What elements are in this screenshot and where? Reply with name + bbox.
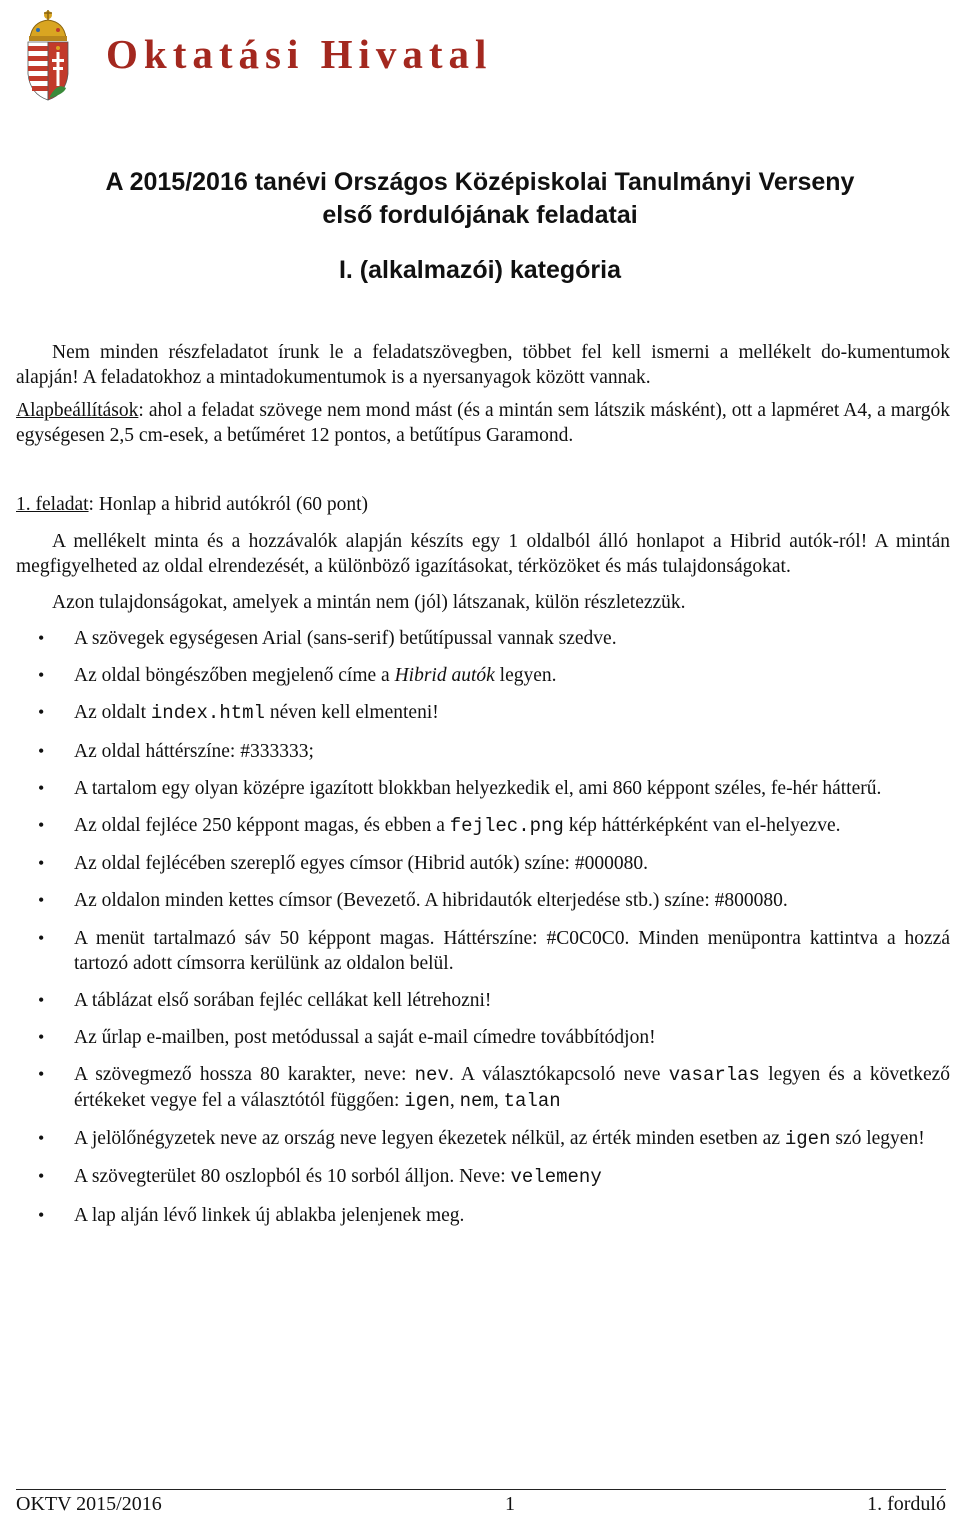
requirement-text: Az oldalon minden kettes címsor (Bevezető. A hibridautók elterjedése stb.) színe: #800080. bbox=[74, 890, 788, 912]
bullet-icon: • bbox=[38, 1064, 45, 1085]
list-item bbox=[16, 813, 950, 839]
requirement-text: Az oldal fejléce 250 képpont magas, és ebben a bbox=[74, 814, 450, 836]
footer-divider bbox=[16, 1489, 946, 1490]
requirement-code: talan bbox=[503, 1090, 561, 1113]
list-item bbox=[16, 1062, 950, 1114]
separator: , bbox=[493, 1090, 504, 1112]
list-item bbox=[16, 988, 950, 1013]
list-item bbox=[16, 1126, 950, 1152]
requirement-text: szó legyen! bbox=[830, 1128, 925, 1150]
footer-right: 1. forduló bbox=[867, 1493, 946, 1515]
bullet-icon: • bbox=[38, 740, 45, 761]
list-item bbox=[16, 851, 950, 876]
list-item bbox=[16, 888, 950, 913]
title-line-1: A 2015/2016 tanévi Országos Középiskolai Tanulmányi Verseny bbox=[105, 168, 855, 196]
requirement-text: néven kell elmenteni! bbox=[264, 702, 439, 724]
document-body bbox=[16, 340, 950, 1240]
requirement-emphasis: Hibrid autók bbox=[394, 665, 495, 687]
requirement-text: Az oldalt bbox=[74, 702, 151, 724]
requirement-code: nem bbox=[459, 1090, 494, 1113]
list-item bbox=[16, 739, 950, 764]
footer-left: OKTV 2015/2016 bbox=[16, 1493, 162, 1515]
intro-text-1: Nem minden részfeladatot írunk le a feladatszövegben, többet fel kell ismerni a mellékelt do-kumentumok alapján! bbox=[16, 342, 950, 388]
bullet-icon: • bbox=[38, 665, 45, 686]
list-item bbox=[16, 663, 950, 688]
settings-label: Alapbeállítások bbox=[16, 400, 139, 421]
bullet-icon: • bbox=[38, 853, 45, 874]
title-line-2: első fordulójának feladatai bbox=[322, 201, 638, 229]
bullet-icon: • bbox=[38, 1128, 45, 1149]
task-note: Azon tulajdonságokat, amelyek a mintán nem (jól) látszanak, külön részletezzük. bbox=[52, 592, 686, 613]
requirement-text: A menüt tartalmazó sáv 50 képpont magas. Háttérszíne: #C0C0C0. Minden menüpontra kattintva a hozzá tartozó adott címsorra kerülünk az oldalon belül. bbox=[74, 927, 950, 974]
intro-text-2: A feladatokhoz a mintadokumentumok is a nyersanyagok között vannak. bbox=[82, 367, 651, 388]
list-item bbox=[16, 1203, 950, 1228]
default-settings-paragraph bbox=[16, 398, 950, 448]
requirement-text: Az oldal böngészőben megjelenő címe a bbox=[74, 665, 395, 687]
organization-name: Oktatási Hivatal bbox=[106, 31, 493, 77]
requirement-code: igen bbox=[784, 1128, 831, 1151]
list-item bbox=[16, 700, 950, 726]
requirement-text: Az oldal háttérszíne: #333333; bbox=[74, 740, 314, 762]
list-item bbox=[16, 926, 950, 976]
task-description: A mellékelt minta és a hozzávalók alapján készíts egy 1 oldalból álló honlapot a Hibrid autók-ról! A mintán megfigyelheted az oldal elrendezését, a különböző igazításokat, térközöket és más tulajdonságokat. bbox=[16, 531, 950, 577]
requirement-code: velemeny bbox=[510, 1166, 602, 1189]
requirement-code: index.html bbox=[150, 702, 265, 725]
hungarian-coat-of-arms-icon bbox=[22, 8, 74, 108]
intro-paragraph bbox=[16, 340, 950, 390]
category-title: I. (alkalmazói) kategória bbox=[338, 256, 622, 284]
requirement-text: A szövegterület 80 oszlopból és 10 sorból álljon. Neve: bbox=[74, 1166, 511, 1188]
requirement-text: . A választókapcsoló neve bbox=[448, 1064, 669, 1086]
settings-text: : ahol a feladat szövege nem mond mást (és a mintán sem látszik másként), ott a lapméret A4, a margók egységesen 2,5 cm-esek, a betűméret 12 pontos, a betűtípus Garamond. bbox=[16, 400, 950, 446]
requirement-text: A szövegmező hossza 80 karakter, neve: bbox=[74, 1064, 415, 1086]
list-item bbox=[16, 1164, 950, 1190]
requirement-code: vasarlas bbox=[668, 1064, 760, 1087]
requirement-text: kép háttérképként van el-helyezve. bbox=[563, 814, 841, 836]
requirement-text: A lap alján lévő linkek új ablakba jelenjenek meg. bbox=[74, 1204, 465, 1226]
bullet-icon: • bbox=[38, 1204, 45, 1225]
bullet-icon: • bbox=[38, 927, 45, 948]
requirement-text: Az oldal fejlécében szereplő egyes címsor (Hibrid autók) színe: #000080. bbox=[74, 853, 648, 875]
requirement-code: nev bbox=[414, 1064, 449, 1087]
bullet-icon: • bbox=[38, 989, 45, 1010]
bullet-icon: • bbox=[38, 702, 45, 723]
bullet-icon: • bbox=[38, 1166, 45, 1187]
requirement-text: A táblázat első sorában fejléc cellákat kell létrehozni! bbox=[74, 989, 492, 1011]
requirement-text: A jelölőnégyzetek neve az ország neve legyen ékezetek nélkül, az érték minden esetben az bbox=[74, 1128, 785, 1150]
requirement-text: Az űrlap e-mailben, post metódussal a saját e-mail címedre továbbítódjon! bbox=[74, 1026, 656, 1048]
bullet-icon: • bbox=[38, 1026, 45, 1047]
bullet-icon: • bbox=[38, 628, 45, 648]
requirement-text: legyen és a következő értékeket vegye fel a választótól függően: bbox=[74, 1064, 951, 1112]
separator: , bbox=[449, 1090, 460, 1112]
bullet-icon: • bbox=[38, 890, 45, 911]
document-title bbox=[0, 166, 960, 287]
requirement-text: A tartalom egy olyan középre igazított blokkban helyezkedik el, ami 860 képpont széles, fe-hér hátterű. bbox=[74, 777, 882, 799]
task-heading-text: : Honlap a hibrid autókról (60 pont) bbox=[88, 494, 368, 515]
requirement-code: fejlec.png bbox=[449, 814, 564, 837]
page-footer bbox=[16, 1493, 946, 1517]
requirements-list bbox=[16, 626, 950, 1228]
page-number: 1 bbox=[505, 1493, 515, 1515]
task-heading bbox=[16, 492, 950, 517]
list-item bbox=[16, 626, 950, 651]
list-item bbox=[16, 1025, 950, 1050]
list-item bbox=[16, 776, 950, 801]
bullet-icon: • bbox=[38, 814, 45, 835]
requirement-code: igen bbox=[404, 1090, 450, 1113]
bullet-icon: • bbox=[38, 777, 45, 798]
task-number: 1. feladat bbox=[16, 494, 89, 515]
requirement-text: legyen. bbox=[494, 665, 557, 687]
requirement-text: A szövegek egységesen Arial (sans-serif) betűtípussal vannak szedve. bbox=[74, 628, 617, 649]
